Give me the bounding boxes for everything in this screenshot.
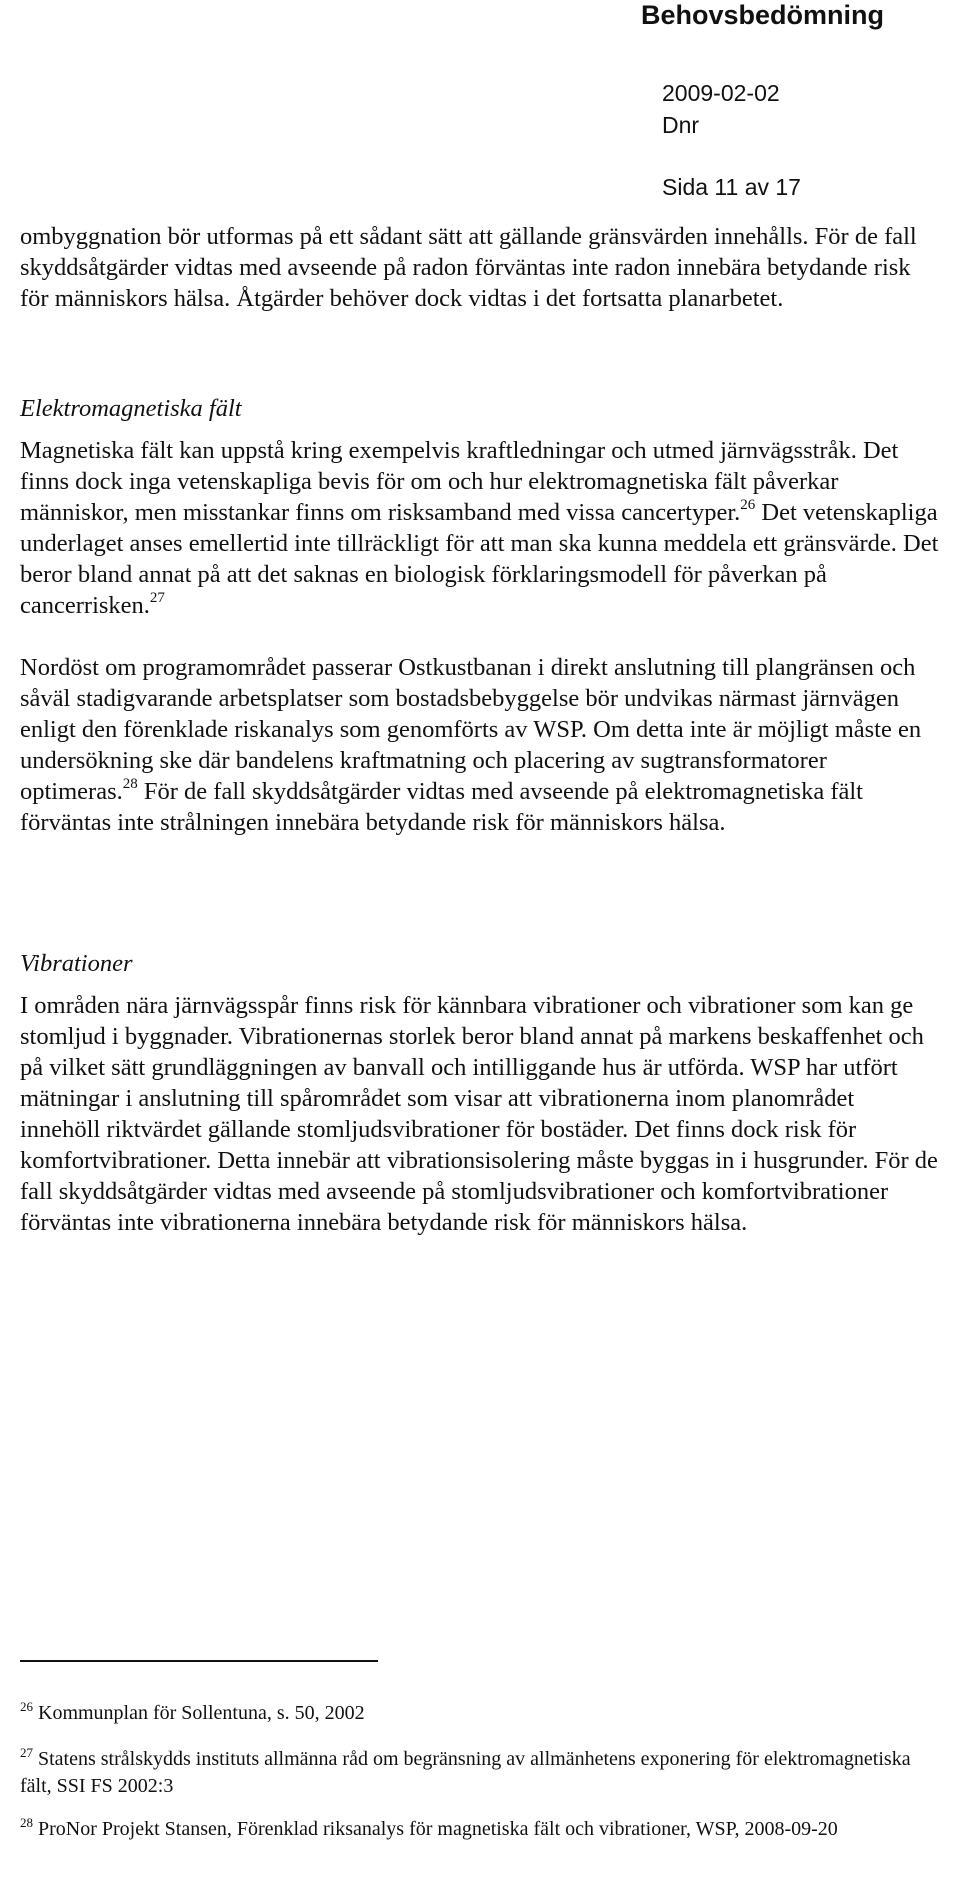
footnote-ref-27[interactable]: 27: [149, 590, 165, 606]
section-heading-vibrationer: Vibrationer: [20, 950, 133, 977]
em-p1-text-a: Magnetiska fält kan uppstå kring exempelvis kraftledningar och utmed järnvägsstråk. Det finns dock inga vetenskapliga bevis för om och hur elektromagnetiska fält påverkar människor, men misstankar finns om risksamband med vissa cancertyper.: [20, 437, 899, 526]
footnote-27: [20, 1746, 940, 1800]
footnote-text: ProNor Projekt Stansen, Förenklad riksanalys för magnetiska fält och vibrationer, WSP, 2008-09-20: [33, 1818, 838, 1840]
em-p1-text-b: Det vetenskapliga underlaget anses emellertid inte tillräckligt för att man ska kunna meddela ett gränsvärde. Det beror bland annat på att det saknas en biologisk förklaringsmodell för påverkan på cancerrisken.: [20, 499, 939, 619]
footnote-28: [20, 1816, 940, 1843]
em-paragraph-2: [20, 652, 940, 838]
document-dnr: Dnr: [662, 112, 700, 138]
section-heading-em: Elektromagnetiska fält: [20, 395, 242, 422]
footnote-ref-28[interactable]: 28: [122, 776, 138, 792]
footnote-text: Kommunplan för Sollentuna, s. 50, 2002: [33, 1702, 365, 1724]
footnote-text: Statens strålskydds instituts allmänna råd om begränsning av allmänhetens exponering för elektromagnetiska fält, SSI FS 2002:3: [20, 1748, 911, 1797]
intro-paragraph: ombyggnation bör utformas på ett sådant sätt att gällande gränsvärden innehålls. För de fall skyddsåtgärder vidtas med avseende på radon förväntas inte radon innebära betydande risk för människors hälsa. Åtgärder behöver dock vidtas i det fortsatta planarbetet.: [20, 223, 917, 312]
em-p2-text-a: Nordöst om programområdet passerar Ostkustbanan i direkt anslutning till plangränsen och såväl stadigvarande arbetsplatser som bostadsbebyggelse bör undvikas närmast järnvägen enligt den förenklade riskanalys som genomförts av WSP. Om detta inte är möjligt måste en undersökning ske där bandelens kraftmatning och placering av sugtransformatorer optimeras.: [20, 654, 922, 805]
document-date: 2009-02-02: [662, 80, 780, 106]
footnote-number: 26: [20, 1699, 33, 1714]
vibration-paragraph: I områden nära järnvägsspår finns risk för kännbara vibrationer och vibrationer som kan ge stomljud i byggnader. Vibrationernas storlek beror bland annat på markens beskaffenhet och på vilket sätt grundläggningen av banvall och intilliggande hus är utförda. WSP har utfört mätningar i anslutning till spårområdet som visar att vibrationerna inom planområdet innehöll riktvärdet gällande stomljudsvibrationer för bostäder. Det finns dock risk för komfortvibrationer. Detta innebär att vibrationsisolering måste byggas in i husgrunder. För de fall skyddsåtgärder vidtas med avseende på stomljudsvibrationer och komfortvibrationer förväntas inte vibrationerna innebära betydande risk för människors hälsa.: [20, 992, 938, 1236]
em-p2-text-b: För de fall skyddsåtgärder vidtas med avseende på elektromagnetiska fält förväntas inte strålningen innebära betydande risk för människors hälsa.: [20, 778, 863, 836]
footnote-26: [20, 1700, 940, 1727]
em-paragraph-1: [20, 435, 940, 621]
footnote-number: 28: [20, 1815, 33, 1830]
footnote-ref-26[interactable]: 26: [740, 497, 756, 513]
footnote-divider: [20, 1660, 378, 1662]
document-title: Behovsbedömning: [640, 0, 884, 30]
footnote-number: 27: [20, 1745, 33, 1760]
page-number: Sida 11 av 17: [662, 174, 801, 200]
